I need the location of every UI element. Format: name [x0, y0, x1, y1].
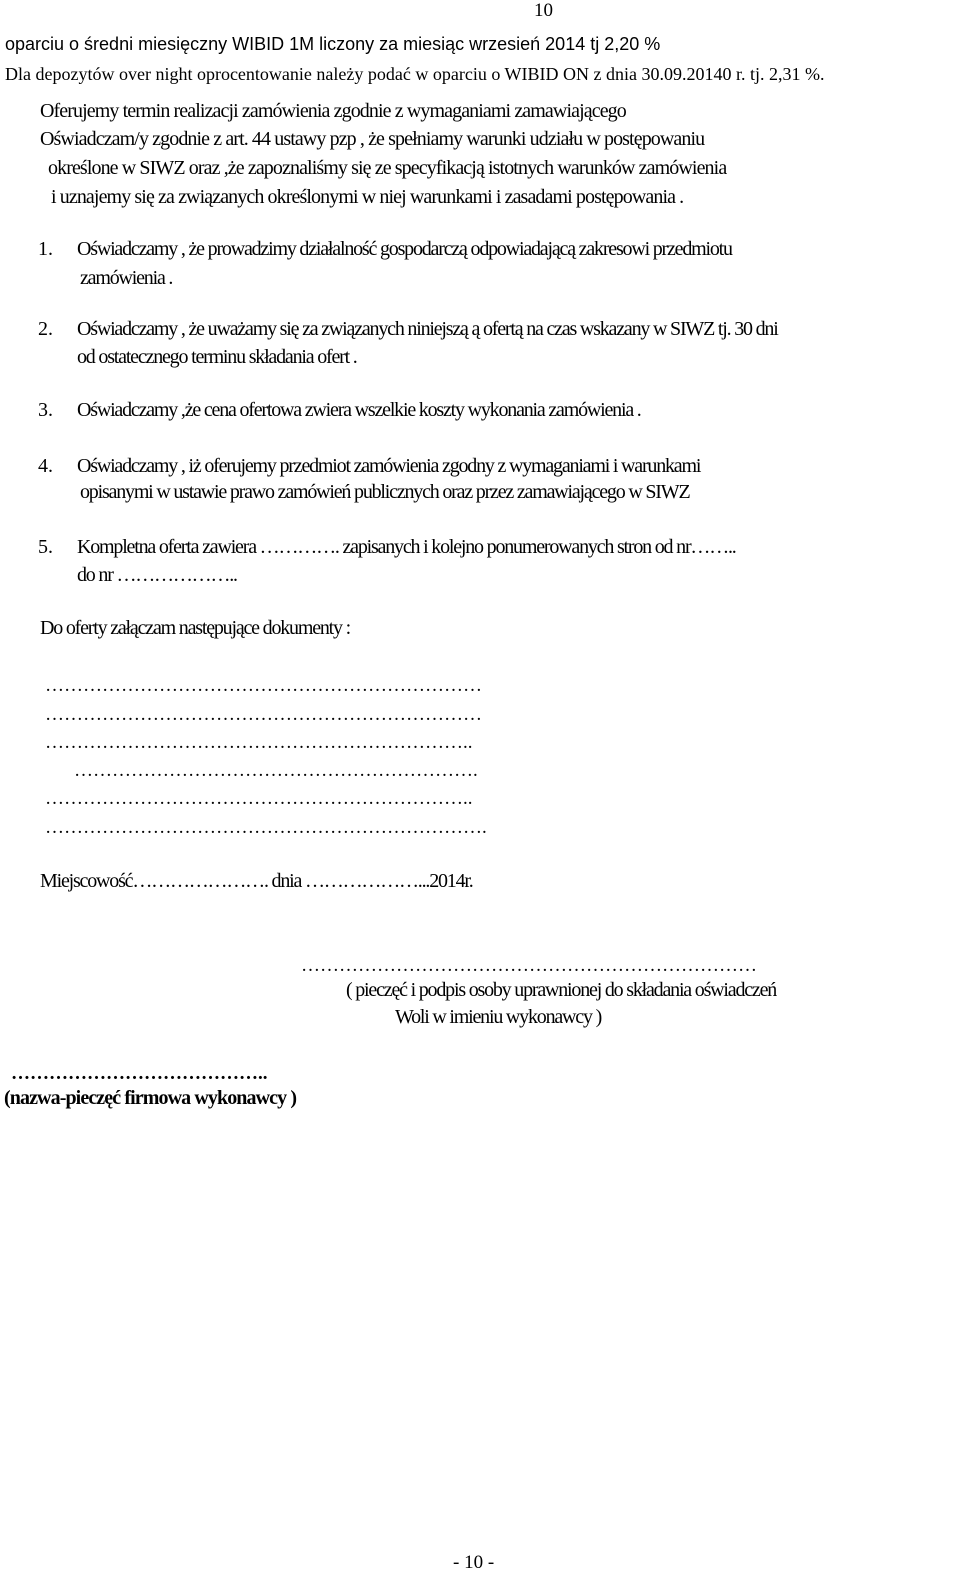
company-stamp-line: …………………………………..: [11, 1063, 268, 1084]
intro-line-3: określone w SIWZ oraz ,że zapoznaliśmy się ze specyfikacją istotnych warunków zamówienia: [48, 157, 727, 179]
signature-caption-line-2: Woli w imieniu wykonawcy ): [395, 1006, 602, 1028]
place-label: Miejscowość: [40, 870, 133, 892]
signature-line: ………………………………………………………………: [301, 955, 757, 976]
statement-1-line-2: zamówienia .: [80, 267, 173, 289]
place-blank: ………………….: [132, 870, 272, 892]
attachment-line-3: …………………………………………………………..: [45, 732, 473, 753]
intro-line-1: Oferujemy termin realizacji zamówienia zgodnie z wymaganiami zamawiającego: [40, 100, 626, 122]
attachment-line-5: …………………………………………………………..: [45, 788, 473, 809]
page-number-footer: - 10 -: [453, 1552, 495, 1573]
attachment-line-1: ……………………………………………………………: [45, 675, 482, 696]
attachment-line-6: …………………………………………………………….: [45, 817, 487, 838]
statement-5-number: 5.: [38, 536, 53, 558]
intro-line-4: i uznajemy się za związanych określonymi w niej warunkami i zasadami postępowania .: [51, 186, 684, 208]
statement-5-line-2: do nr ………………..: [77, 564, 237, 586]
signature-caption-line-1: ( pieczęć i podpis osoby uprawnionej do składania oświadczeń: [346, 979, 777, 1001]
attachments-heading: Do oferty załączam następujące dokumenty :: [40, 617, 351, 639]
date-label: dnia: [271, 870, 302, 892]
statement-1-line-1: Oświadczamy , że prowadzimy działalność gospodarczą odpowiadającą zakresowi przedmiotu: [77, 238, 732, 260]
statement-5-line-1: Kompletna oferta zawiera …………. zapisanych i kolejno ponumerowanych stron od nr……..: [77, 536, 736, 558]
statement-4-line-2: opisanymi w ustawie prawo zamówień publicznych oraz przez zamawiającego w SIWZ: [80, 481, 690, 503]
page-number-top: 10: [534, 0, 553, 21]
statement-2-number: 2.: [38, 318, 53, 340]
date-blank: ……………….: [305, 870, 422, 892]
attachment-line-2: ……………………………………………………………: [45, 704, 482, 725]
statement-1-number: 1.: [38, 238, 53, 260]
statement-2-line-1: Oświadczamy , że uważamy się za związanych niniejszą ą ofertą na czas wskazany w SIWZ tj. 30 dni: [77, 318, 778, 340]
statement-3-line-1: Oświadczamy ,że cena ofertowa zwiera wszelkie koszty wykonania zamówienia .: [77, 399, 641, 421]
place-date-line: [40, 870, 473, 893]
attachment-line-4: ……………………………………………………….: [74, 760, 478, 781]
statement-4-line-1: Oświadczamy , iż oferujemy przedmiot zamówienia zgodny z wymaganiami i warunkami: [77, 455, 701, 477]
company-stamp-caption: (nazwa-pieczęć firmowa wykonawcy ): [4, 1087, 297, 1109]
statement-3-number: 3.: [38, 399, 53, 421]
overnight-deposit-line: Dla depozytów over night oprocentowanie należy podać w oparciu o WIBID ON z dnia 30.09.20140 r. tj. 2,31 %.: [5, 64, 825, 84]
date-year: ..2014r.: [421, 870, 473, 892]
statement-4-number: 4.: [38, 455, 53, 477]
wibid-rate-line: oparciu o średni miesięczny WIBID 1M liczony za miesiąc wrzesień 2014 tj 2,20 %: [5, 34, 661, 54]
intro-line-2: Oświadczam/y zgodnie z art. 44 ustawy pzp , że spełniamy warunki udziału w postępowaniu: [40, 128, 705, 150]
statement-2-line-2: od ostatecznego terminu składania ofert .: [77, 346, 357, 368]
